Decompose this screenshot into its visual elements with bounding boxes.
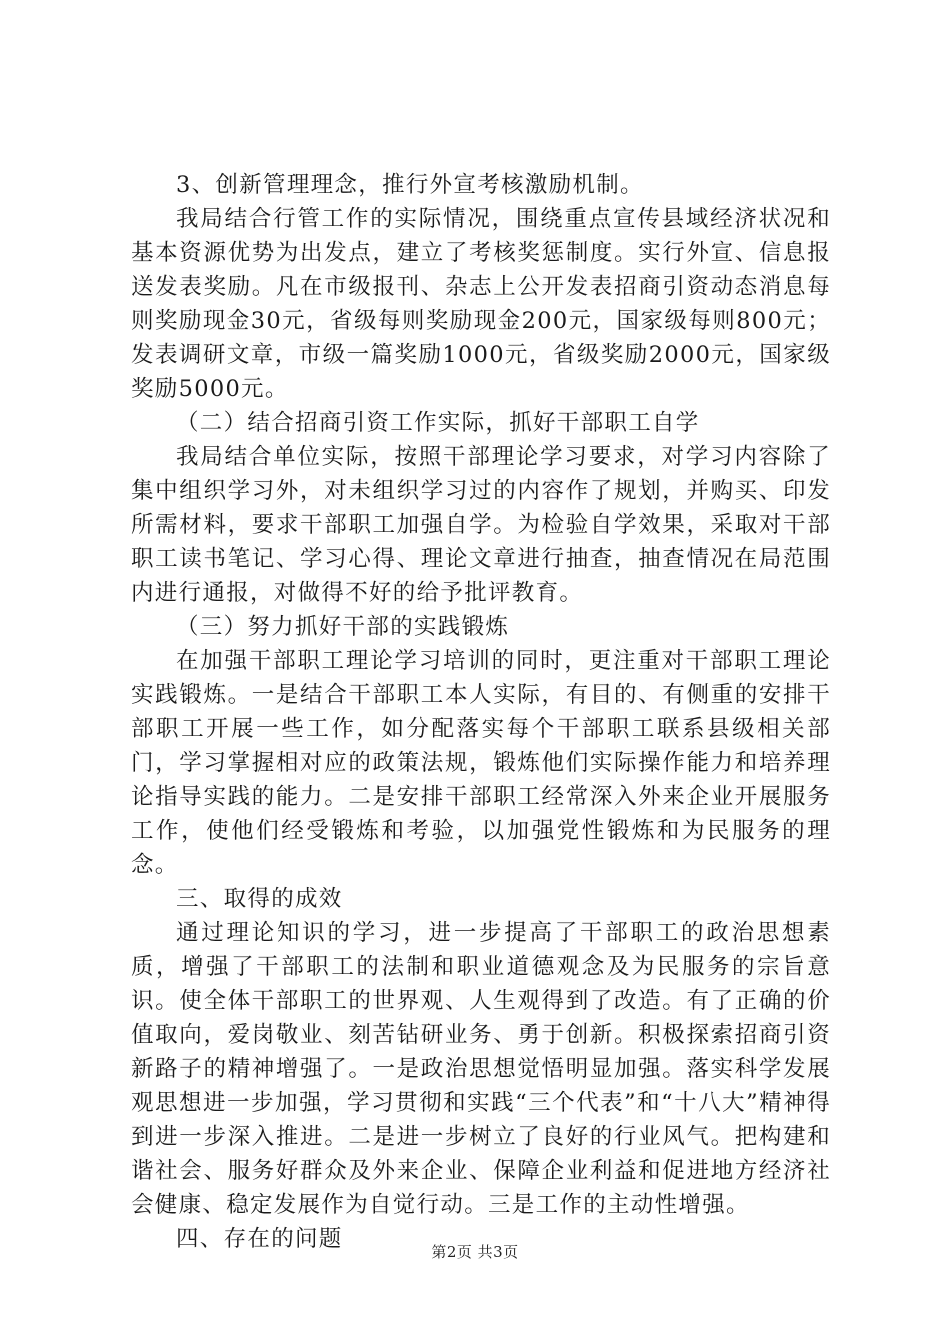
section-heading-self-study: （二）结合招商引资工作实际，抓好干部职工自学 xyxy=(176,410,700,436)
section-heading-practice: （三）努力抓好干部的实践锻炼 xyxy=(176,614,510,640)
paragraph-practice: 在加强干部职工理论学习培训的同时，更注重对干部职工理论实践锻炼。一是结合干部职工本人实际，有目的、有侧重的安排干部职工开展一些工作，如分配落实每个干部职工联系县级相关部门，学习掌握相对应的政策法规，锻炼他们实际操作能力和培养理论指导实践的能力。二是安排干部职工经常深入外来企业开展服务工作，使他们经受锻炼和考验，以加强党性锻炼和为民服务的理念。 xyxy=(131,648,831,878)
document-body xyxy=(131,168,831,1256)
paragraph-reward-system: 我局结合行管工作的实际情况，围绕重点宣传县域经济状况和基本资源优势为出发点，建立了考核奖惩制度。实行外宣、信息报送发表奖励。凡在市级报刊、杂志上公开发表招商引资动态消息每则奖励现金30元，省级每则奖励现金200元，国家级每则800元；发表调研文章，市级一篇奖励1000元，省级奖励2000元，国家级奖励5000元。 xyxy=(131,206,831,402)
paragraph-self-study: 我局结合单位实际，按照干部理论学习要求，对学习内容除了集中组织学习外，对未组织学习过的内容作了规划，并购买、印发所需材料，要求干部职工加强自学。为检验自学效果，采取对干部职工读书笔记、学习心得、理论文章进行抽查，抽查情况在局范围内进行通报，对做得不好的给予批评教育。 xyxy=(131,444,831,606)
section-heading-results: 三、取得的成效 xyxy=(176,886,343,912)
page-footer: 第2页 共3页 xyxy=(431,1243,519,1261)
section-heading-problems: 四、存在的问题 xyxy=(176,1226,343,1252)
paragraph-results: 通过理论知识的学习，进一步提高了干部职工的政治思想素质，增强了干部职工的法制和职业道德观念及为民服务的宗旨意识。使全体干部职工的世界观、人生观得到了改造。有了正确的价值取向，爱岗敬业、刻苦钻研业务、勇于创新。积极探索招商引资新路子的精神增强了。一是政治思想觉悟明显加强。落实科学发展观思想进一步加强，学习贯彻和实践“三个代表”和“十八大”精神得到进一步深入推进。二是进一步树立了良好的行业风气。把构建和谐社会、服务好群众及外来企业、保障企业利益和促进地方经济社会健康、稳定发展作为自觉行动。三是工作的主动性增强。 xyxy=(131,920,831,1218)
item-heading-innovation: 3、创新管理理念，推行外宣考核激励机制。 xyxy=(176,172,644,198)
